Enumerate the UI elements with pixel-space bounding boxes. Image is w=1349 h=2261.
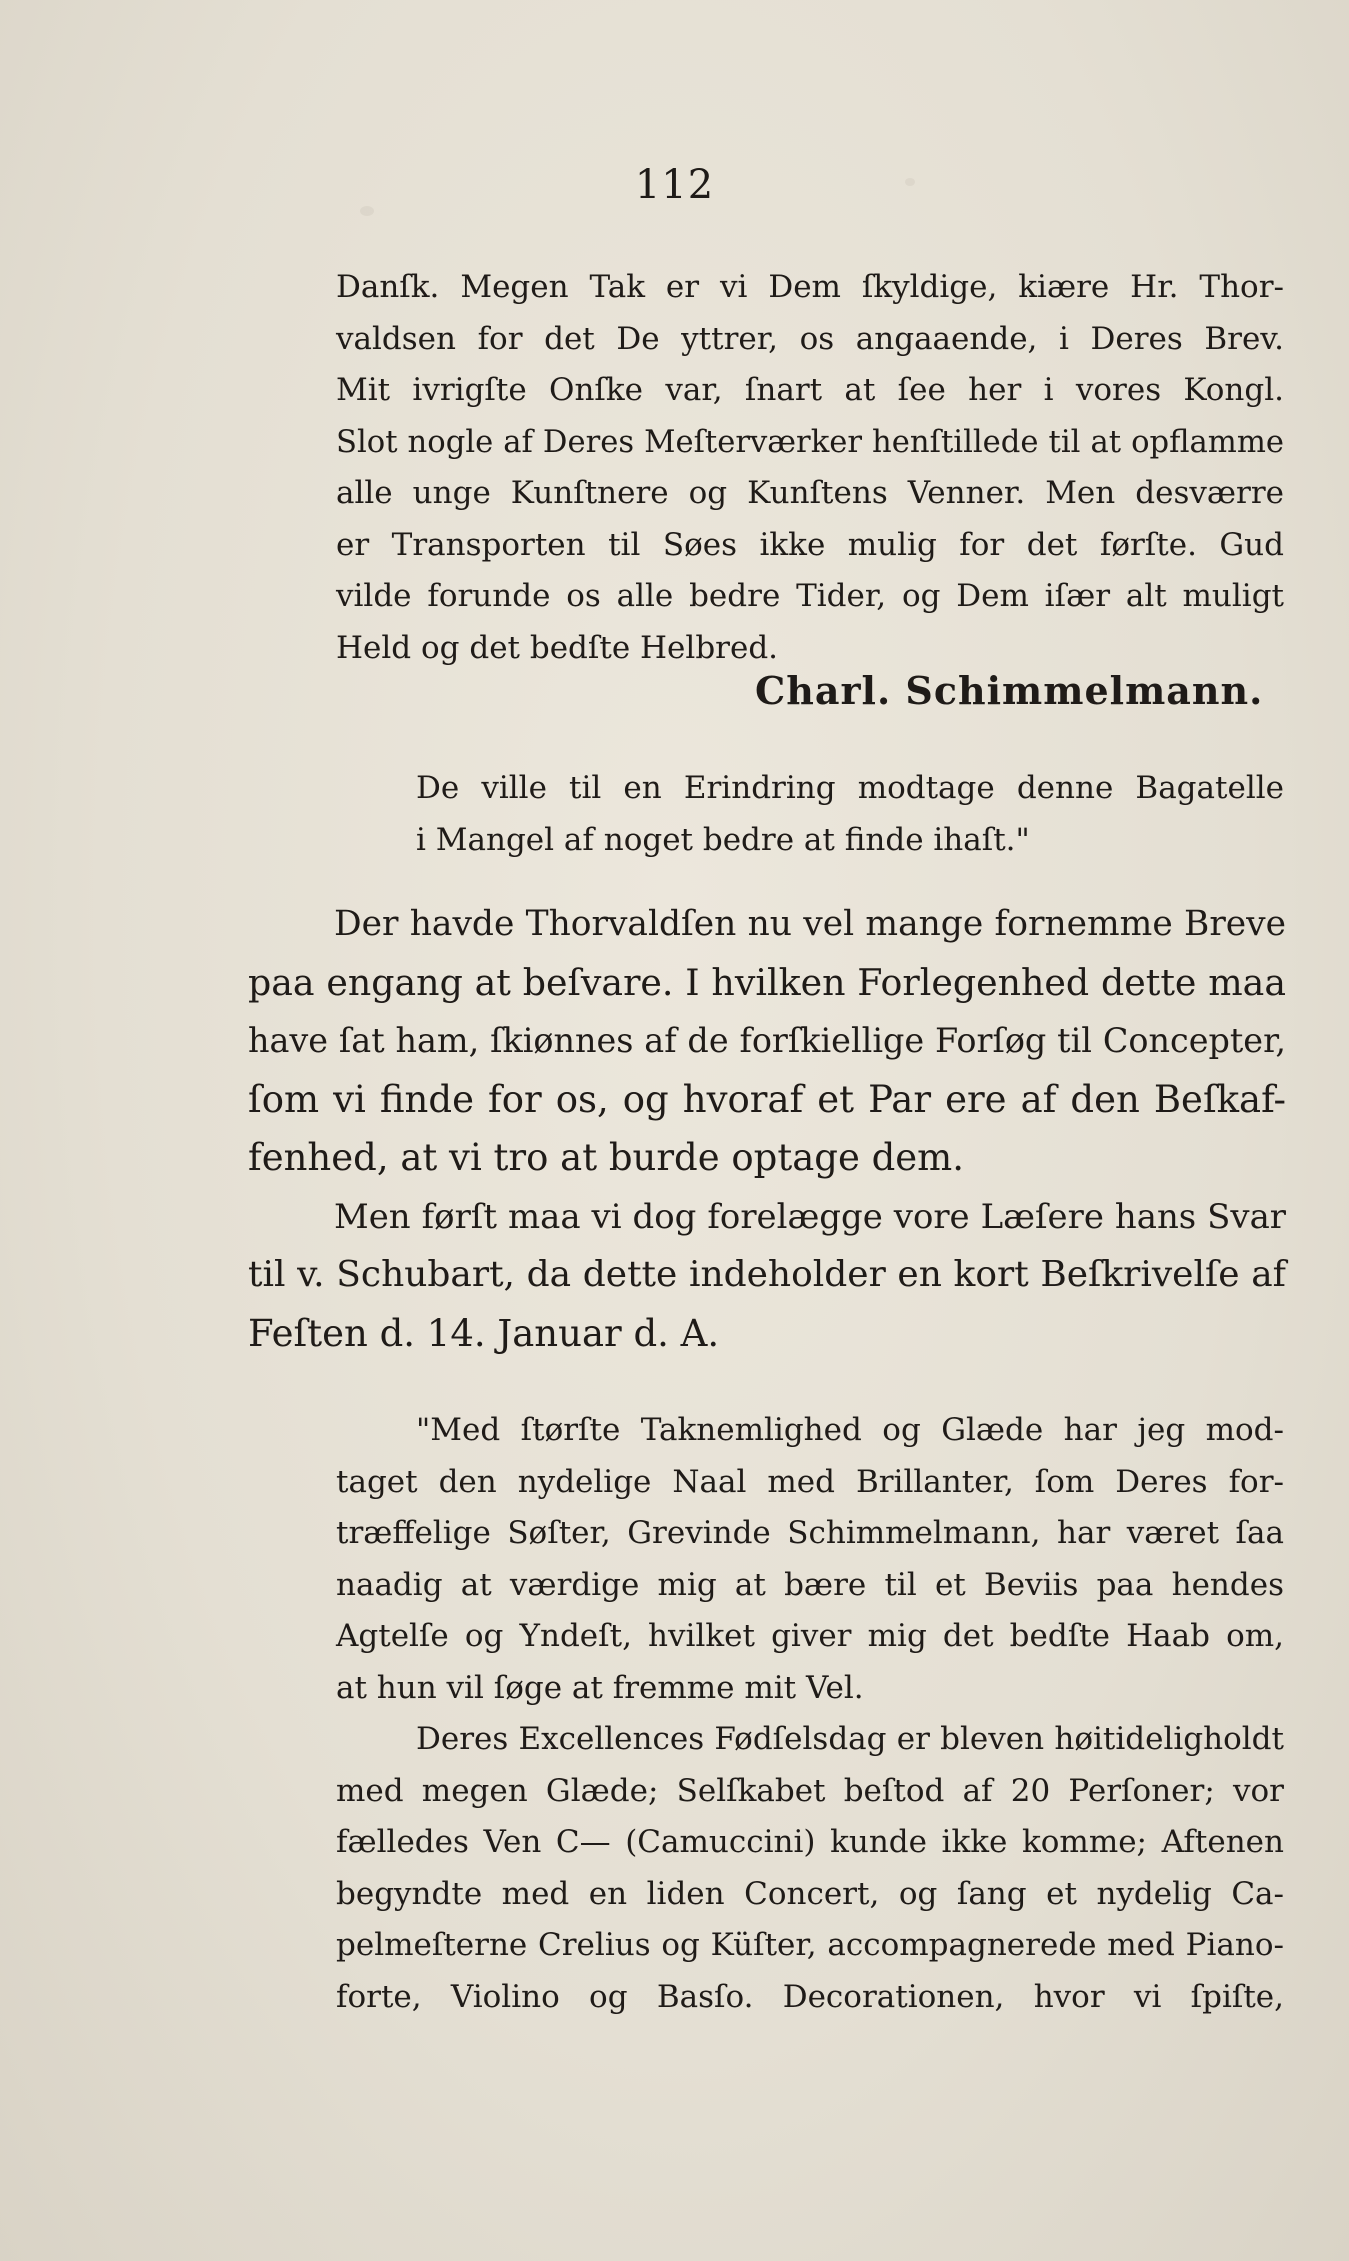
text-line: valdsen for det De yttrer, os angaaende, i Deres Brev.	[336, 320, 1284, 357]
text-line: "Med ſtørſte Taknemlighed og Glæde har jeg mod-	[416, 1412, 1284, 1448]
text-line: fælledes Ven C— (Camuccini) kunde ikke komme; Aftenen	[336, 1824, 1284, 1860]
text-line: pelmeſterne Crelius og Küſter, accompagnerede med Piano-	[336, 1927, 1284, 1963]
text-line: til v. Schubart, da dette indeholder en kort Beſkrivelſe af	[248, 1254, 1286, 1295]
postscript	[416, 762, 1284, 866]
text-line: med megen Glæde; Selſkabet beſtod af 20 Perſoner; vor	[336, 1772, 1284, 1809]
text-line: Agtelſe og Yndeſt, hvilket giver mig det bedſte Haab om,	[336, 1618, 1284, 1654]
text-line: De ville til en Erindring modtage denne Bagatelle	[416, 770, 1284, 806]
text-line: er Transporten til Søes ikke mulig for det førſte. Gud	[336, 526, 1284, 563]
text-line: i Mangel af noget bedre at finde ihaſt."	[416, 822, 1030, 858]
text-line: fenhed, at vi tro at burde optage dem.	[248, 1136, 965, 1179]
text-line: forte, Violino og Basſo. Decorationen, hvor vi ſpiſte,	[336, 1978, 1284, 2015]
text-line: træffelige Søſter, Grevinde Schimmelmann, har været ſaa	[336, 1515, 1284, 1551]
text-line: paa engang at beſvare. I hvilken Forlegenhed dette maa	[248, 960, 1286, 1004]
text-line: ſom vi finde for os, og hvoraf et Par ere af den Beſkaf-	[248, 1077, 1286, 1121]
text-line: Feſten d. 14. Januar d. A.	[248, 1311, 720, 1355]
reply-letter	[336, 1405, 1284, 2023]
text-line: Men førſt maa vi dog forelægge vore Læſere hans Svar	[334, 1196, 1286, 1236]
text-line: Deres Excellences Fødſelsdag er bleven høitideligholdt	[416, 1721, 1284, 1757]
text-line: Mit ivrigſte Onſke var, ſnart at ſee her i vores Kongl.	[336, 372, 1284, 408]
text-line: Danſk. Megen Tak er vi Dem ſkyldige, kiære Hr. Thor-	[336, 269, 1284, 305]
narrative-text	[248, 895, 1286, 1363]
letter-signature: Charl. Schimmelmann.	[755, 668, 1264, 713]
text-line: Der havde Thorvaldſen nu vel mange fornemme Breve	[334, 904, 1286, 944]
text-line: alle unge Kunſtnere og Kunſtens Venner. Men desværre	[336, 475, 1284, 511]
text-line: have ſat ham, ſkiønnes af de forſkiellige Forſøg til Concepter,	[248, 1021, 1286, 1060]
page-number: 112	[634, 162, 715, 208]
text-line: Held og det bedſte Helbred.	[336, 629, 779, 666]
text-line: taget den nydelige Naal med Brillanter, ſom Deres for-	[336, 1463, 1284, 1500]
text-line: vilde forunde os alle bedre Tider, og Dem iſær alt muligt	[336, 578, 1284, 614]
text-line: begyndte med en liden Concert, og ſang et nydelig Ca-	[336, 1875, 1284, 1912]
text-line: naadig at værdige mig at bære til et Beviis paa hendes	[336, 1566, 1284, 1603]
text-line: at hun vil ſøge at fremme mit Vel.	[336, 1669, 864, 1706]
text-line: Slot nogle af Deres Meſterværker henſtillede til at opflamme	[336, 424, 1284, 460]
letter-continuation	[336, 262, 1284, 674]
